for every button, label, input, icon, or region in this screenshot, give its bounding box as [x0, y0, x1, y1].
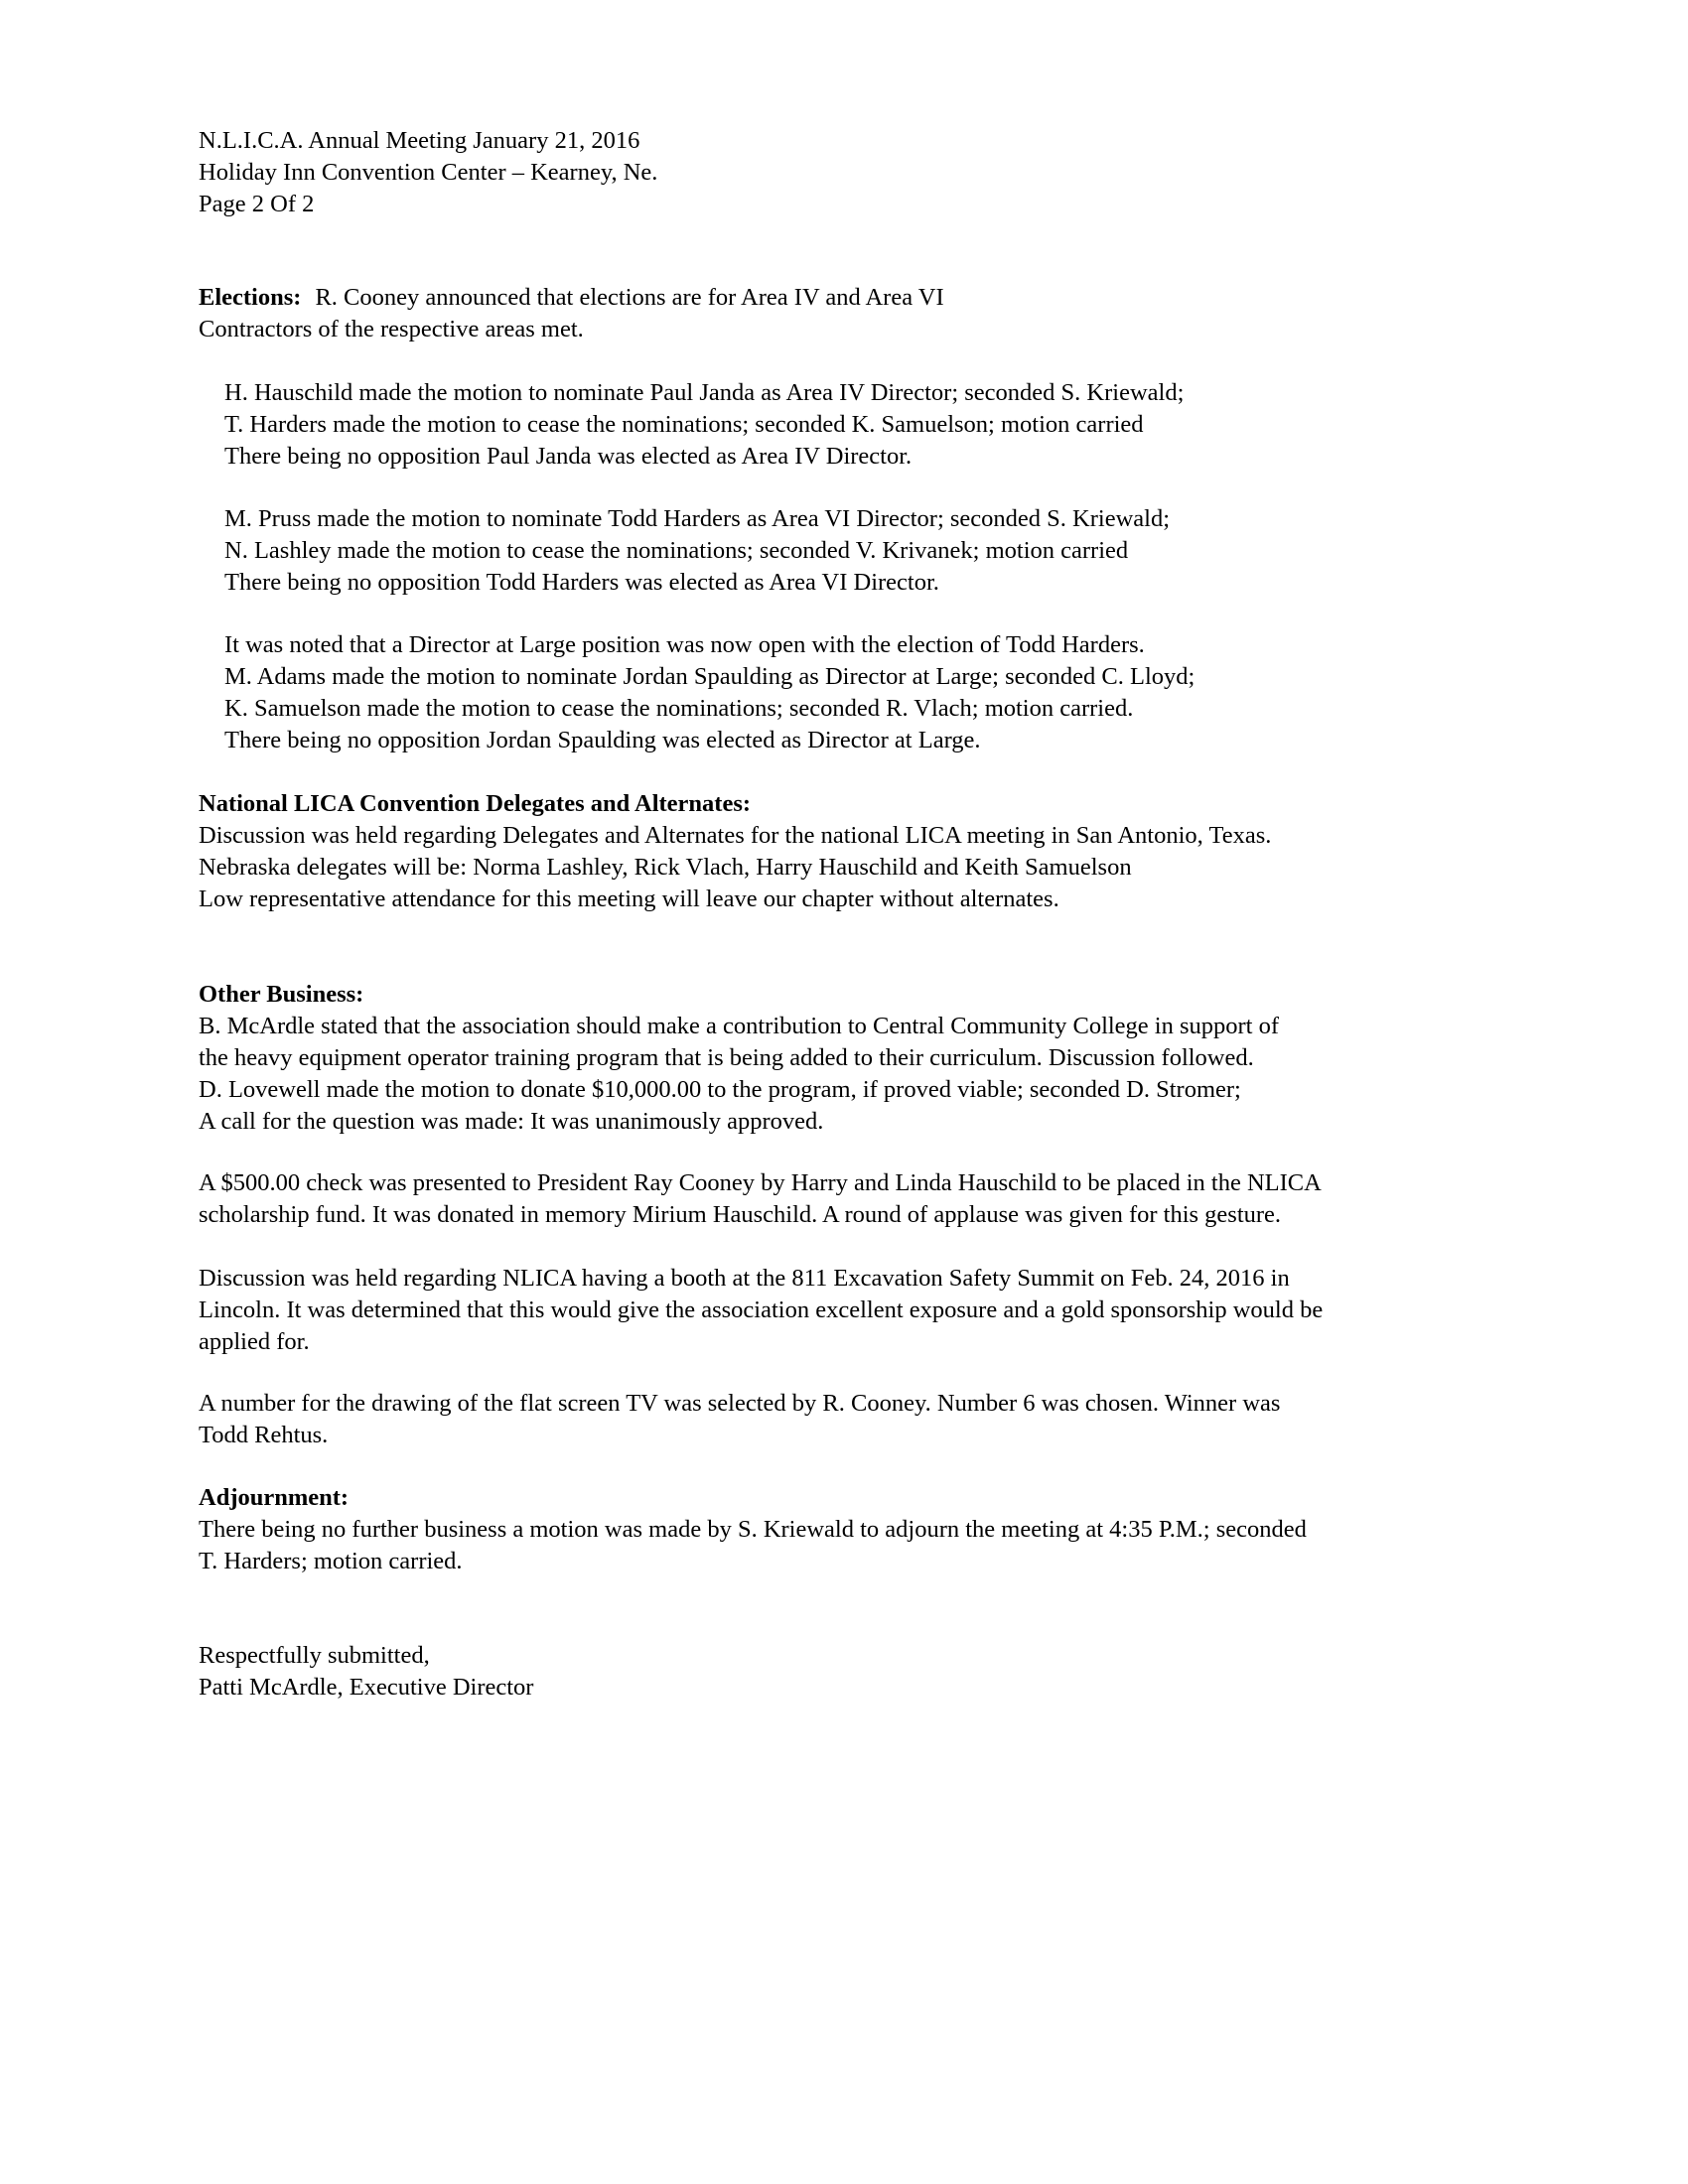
other-business-line: A call for the question was made: It was unanimously approved. — [199, 1108, 824, 1135]
tv-drawing-line: Todd Rehtus. — [199, 1422, 329, 1448]
meeting-title: N.L.I.C.A. Annual Meeting January 21, 2016 — [199, 127, 640, 154]
adjournment-heading: Adjournment: — [199, 1484, 350, 1511]
safety-summit-line: applied for. — [199, 1328, 310, 1355]
signer-name: Patti McArdle, Executive Director — [199, 1674, 534, 1701]
delegates-heading: National LICA Convention Delegates and Alternates: — [199, 790, 752, 817]
delegates-line: Low representative attendance for this meeting will leave our chapter without alternates. — [199, 886, 1059, 912]
other-business-line: B. McArdle stated that the association should make a contribution to Central Community College in support of — [199, 1013, 1280, 1039]
area-iv-line: H. Hauschild made the motion to nominate Paul Janda as Area IV Director; seconded S. Kriewald; — [224, 379, 1185, 406]
other-business-section — [199, 979, 1529, 1138]
tv-drawing-paragraph — [199, 1388, 1529, 1451]
scholarship-paragraph — [199, 1167, 1529, 1231]
area-vi-line: M. Pruss made the motion to nominate Todd Harders as Area VI Director; seconded S. Kriewald; — [224, 505, 1170, 532]
delegates-section — [199, 788, 1529, 915]
document-header — [199, 125, 1529, 220]
scholarship-line: A $500.00 check was presented to President Ray Cooney by Harry and Linda Hauschild to be placed in the NLICA — [199, 1169, 1322, 1196]
elections-section — [199, 282, 1529, 345]
area-vi-line: There being no opposition Todd Harders was elected as Area VI Director. — [224, 569, 939, 596]
meeting-location: Holiday Inn Convention Center – Kearney, Ne. — [199, 159, 658, 186]
area-iv-election — [199, 377, 1529, 473]
closing-text: Respectfully submitted, — [199, 1642, 430, 1669]
safety-summit-paragraph — [199, 1263, 1529, 1358]
director-at-large-election — [199, 629, 1529, 756]
elections-intro-line2: Contractors of the respective areas met. — [199, 316, 584, 342]
safety-summit-line: Lincoln. It was determined that this would give the association excellent exposure and a gold sponsorship would be — [199, 1297, 1324, 1323]
other-business-line: D. Lovewell made the motion to donate $10,000.00 to the program, if proved viable; seconded D. Stromer; — [199, 1076, 1241, 1103]
director-at-large-line: K. Samuelson made the motion to cease the nominations; seconded R. Vlach; motion carried. — [224, 695, 1134, 722]
director-at-large-line: It was noted that a Director at Large position was now open with the election of Todd Harders. — [224, 631, 1145, 658]
adjournment-line: T. Harders; motion carried. — [199, 1548, 463, 1574]
other-business-line: the heavy equipment operator training program that is being added to their curriculum. Discussion followed. — [199, 1044, 1254, 1071]
elections-heading: Elections: — [199, 284, 302, 311]
page-number: Page 2 Of 2 — [199, 191, 315, 217]
area-iv-line: There being no opposition Paul Janda was elected as Area IV Director. — [224, 443, 913, 470]
director-at-large-line: There being no opposition Jordan Spaulding was elected as Director at Large. — [224, 727, 981, 753]
delegates-line: Nebraska delegates will be: Norma Lashley, Rick Vlach, Harry Hauschild and Keith Samuelson — [199, 854, 1132, 881]
tv-drawing-line: A number for the drawing of the flat screen TV was selected by R. Cooney. Number 6 was chosen. Winner was — [199, 1390, 1281, 1417]
signature-block — [199, 1640, 1529, 1704]
safety-summit-line: Discussion was held regarding NLICA having a booth at the 811 Excavation Safety Summit on Feb. 24, 2016 in — [199, 1265, 1290, 1292]
other-business-heading: Other Business: — [199, 981, 364, 1008]
scholarship-line: scholarship fund. It was donated in memory Mirium Hauschild. A round of applause was given for this gesture. — [199, 1201, 1282, 1228]
elections-intro — [199, 282, 1529, 314]
adjournment-line: There being no further business a motion was made by S. Kriewald to adjourn the meeting at 4:35 P.M.; seconded — [199, 1516, 1307, 1543]
area-iv-line: T. Harders made the motion to cease the nominations; seconded K. Samuelson; motion carried — [224, 411, 1144, 438]
area-vi-line: N. Lashley made the motion to cease the nominations; seconded V. Krivanek; motion carried — [224, 537, 1129, 564]
elections-intro-text: R. Cooney announced that elections are for Area IV and Area VI — [315, 284, 944, 311]
director-at-large-line: M. Adams made the motion to nominate Jordan Spaulding as Director at Large; seconded C. Lloyd; — [224, 663, 1196, 690]
area-vi-election — [199, 503, 1529, 599]
adjournment-section — [199, 1482, 1529, 1577]
delegates-line: Discussion was held regarding Delegates and Alternates for the national LICA meeting in San Antonio, Texas. — [199, 822, 1272, 849]
